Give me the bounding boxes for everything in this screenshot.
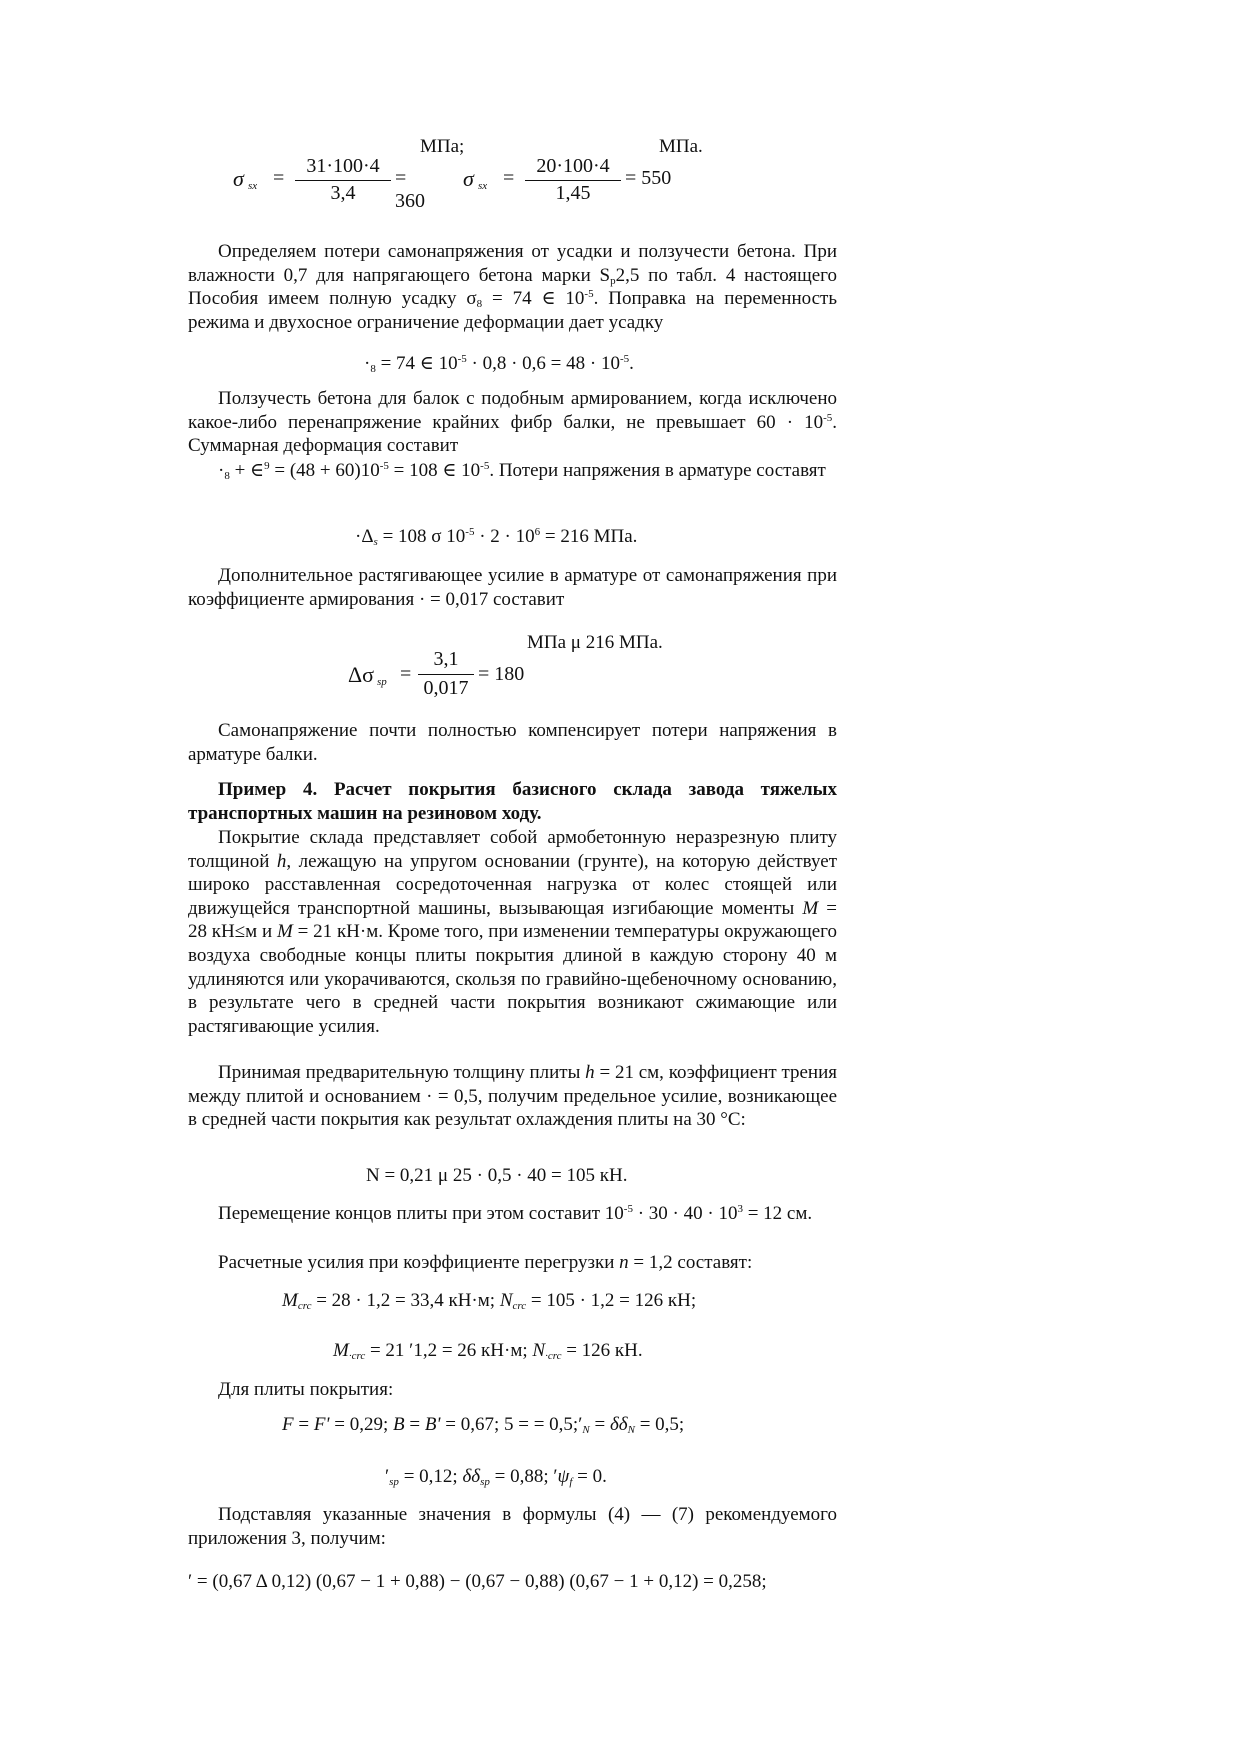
equation-design-forces-1: $M_{crc} = 28 \cdot 1,2 = 33,4$ кН·м; $N_{crc} = 105 \cdot 1,2 = 126$ кН; xyxy=(282,1290,697,1312)
equation-slab-parameters-2: $'_{sp} = 0,12$; $\delta\delta_{sp} = 0,88$; $'\psi_f = 0$. xyxy=(385,1466,607,1488)
paragraph-substitution: Подставляя указанные значения в формулы (4) — (7) рекомендуемого приложения 3, получим: xyxy=(188,1504,837,1549)
equation-shrinkage: $\cdot_8 = 74$ ∈ $10^{-5} \cdot 0,8 \cdot 0,6 = 48 \cdot 10^{-5}$. xyxy=(364,353,634,375)
fraction-denominator: 1,45 xyxy=(555,182,591,204)
fraction-numerator: 31·100·4 xyxy=(306,155,380,177)
equation-limit-force: N = 0,21 μ 25 · 0,5 · 40 = 105 кН. xyxy=(366,1165,628,1186)
paragraph-total-deformation: $\cdot_8$ + ∈$^9$ = $(48 + 60)10^{-5} = 108$ ∈ $10^{-5}$. Потери напряжения в арматуре составят xyxy=(218,460,826,482)
equation-design-forces-2: $M_{\cdot crc} = 21$ ′1,2 = 26 кН·м; $N_{\cdot crc} = 126$ кН. xyxy=(333,1340,643,1362)
formula-delta-sigma-sp xyxy=(348,648,528,708)
formula-result: = 360 xyxy=(395,167,425,212)
equation-result: ′ = (0,67 Δ 0,12) (0,67 − 1 + 0,88) − (0,67 − 0,88) (0,67 − 1 + 0,12) = 0,258; xyxy=(188,1571,767,1592)
paragraph-design-forces: Расчетные усилия при коэффициенте перегрузки n = 1,2 составят: xyxy=(218,1252,753,1273)
equals-sign: = xyxy=(400,663,412,685)
fraction-denominator: 3,4 xyxy=(330,182,356,204)
paragraph-displacement: Перемещение концов плиты при этом составит $10^{-5} \cdot 30 \cdot 40 \cdot 10^3 = 12$ см. xyxy=(218,1203,813,1224)
equation-stress-loss: $\cdot\Delta_s = 108$ σ $10^{-5} \cdot 2 \cdot 10^6 = 216$ МПа. xyxy=(355,526,638,548)
formula-result: = 180 xyxy=(478,663,525,685)
paragraph-compensation: Самонапряжение почти полностью компенсирует потери напряжения в арматуре балки. xyxy=(188,720,837,765)
delta-sigma-subscript: sp xyxy=(377,676,387,688)
paragraph-creep: Ползучесть бетона для балок с подобным армированием, когда исключено какое-либо перенапряжение крайних фибр балки, не превышает $60 \cdot 10^{-5}$. Суммарная деформация составит xyxy=(188,388,837,457)
equals-sign: = xyxy=(503,167,515,189)
unit-formula-4: МПа μ 216 МПа. xyxy=(527,632,663,653)
paragraph-slab-thickness: Принимая предварительную толщину плиты h = 21 см, коэффициент трения между плитой и основанием · = 0,5, получим предельное усилие, возникающее в средней части покрытия как результат охлаждения плиты на 30 °С: xyxy=(188,1062,837,1131)
paragraph-shrinkage: Определяем потери самонапряжения от усадки и ползучести бетона. При влажности 0,7 для напрягающего бетона марки $S_p2,5$ по табл. 4 настоящего Пособия имеем полную усадку $\sigma_8 = 74$ ∈ $10^{-5}$. Поправка на переменность режима и двухосное ограничение деформации дает усадку xyxy=(188,241,837,333)
sigma-symbol: σ xyxy=(233,166,244,191)
fraction-denominator: 0,017 xyxy=(423,677,469,699)
formula-sigma-sx-1 xyxy=(233,155,423,215)
equation-slab-parameters-1: F = F' = 0,29; B = B' = 0,67; 5 = = $0,5;'_N = \delta\delta_N = 0,5$; xyxy=(282,1414,685,1436)
fraction-bar xyxy=(525,180,621,181)
unit-mpa-2: МПа. xyxy=(659,136,703,157)
sigma-subscript: sx xyxy=(478,180,488,192)
example-4-title: Пример 4. Расчет покрытия базисного склада завода тяжелых транспортных машин на резиновом ходу. xyxy=(188,779,837,824)
formula-sigma-sx-2 xyxy=(463,155,673,215)
fraction-bar xyxy=(295,180,391,181)
fraction-numerator: 3,1 xyxy=(433,648,459,670)
equals-sign: = xyxy=(273,167,285,189)
paragraph-slab-parameters: Для плиты покрытия: xyxy=(218,1379,394,1400)
fraction-numerator: 20·100·4 xyxy=(536,155,610,177)
sigma-symbol: σ xyxy=(463,166,474,191)
paragraph-warehouse-roof: Покрытие склада представляет собой армобетонную неразрезную плиту толщиной h, лежащую на упругом основании (грунте), на которую действует широко расставленная сосредоточенная нагрузка от колес стоящей или движущейся транспортной машины, вызывающая изгибающие моменты M = 28 кН≤м и M = 21 кН·м. Кроме того, при изменении температуры окружающего воздуха свободные концы плиты покрытия длиной в каждую сторону 40 м удлиняются или укорачиваются, скользя по гравийно-щебеночному основанию, в результате чего в средней части покрытия возникают сжимающие или растягивающие усилия. xyxy=(188,827,837,1037)
unit-mpa-1: МПа; xyxy=(420,136,465,157)
paragraph-additional-force: Дополнительное растягивающее усилие в арматуре от самонапряжения при коэффициенте армирования · = 0,017 составит xyxy=(188,565,837,610)
formula-result: = 550 xyxy=(625,167,672,189)
delta-sigma-symbol: Δσ xyxy=(348,662,375,687)
fraction-bar xyxy=(418,674,474,675)
sigma-subscript: sx xyxy=(248,180,258,192)
